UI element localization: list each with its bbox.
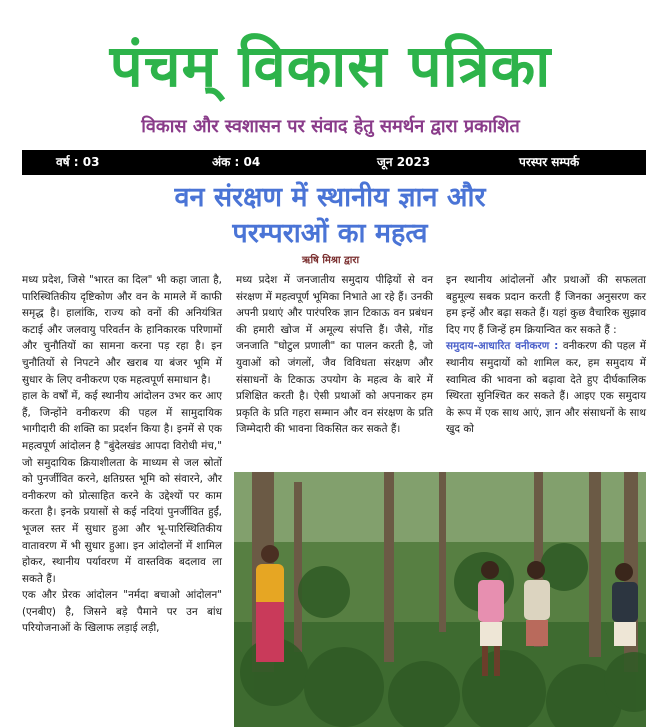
section-label: परस्पर सम्पर्क (519, 155, 580, 169)
article-headline (80, 180, 580, 252)
article-column-2 (236, 272, 433, 438)
forest-photo (234, 472, 646, 727)
masthead-title: पंचम् विकास पत्रिका (109, 32, 552, 100)
paragraph: हाल के वर्षों में, कई स्थानीय आंदोलन उभर कर आए हैं, जिन्होंने वनीकरण की पहल में सामुदायिक भागीदारी की शक्ति का प्रदर्शन किया है। इनमें से एक महत्वपूर्ण आंदोलन है "बुंदेलखंड आपदा विरोधी मंच," जो समुदायिक क्रियाशीलता के माध्यम से जल स्रोतों को पुनर्जीवित करने, क्षतिग्रस्त भूमि को संवारने, और वनीकरण को प्रोत्साहित करने के उद्देश्यों पर काम करता है। इनके प्रयासों से कई नदियां पुनर्जीवित हुईं, भूजल स्तर में सुधार हुआ और भू-पारिस्थितिकीय वातावरण में भी सुधार हुआ। इन आंदोलनों में शामिल होकर, स्थानीय पर्यावरण में वास्तविक बदलाव ला सकते हैं। (22, 390, 222, 585)
paragraph: एक और प्रेरक आंदोलन "नर्मदा बचाओ आंदोलन" (एनबीए) है, जिसने बड़े पैमाने पर उन बांध परियोजनाओं के खिलाफ लड़ाई लड़ी, (22, 589, 222, 635)
issue-label: अंक : 04 (212, 155, 261, 169)
headline-line-2: परम्पराओं का महत्व (232, 218, 428, 249)
paragraph: मध्य प्रदेश में जनजातीय समुदाय पीढ़ियों से वन संरक्षण में महत्वपूर्ण भूमिका निभाते आ रहे हैं। उनकी अपनी प्रथाएं और पारंपरिक ज्ञान टिकाऊ वन प्रबंधन की हमारी खोज में अमूल्य संपत्ति हैं। जैसे, गोंड जनजाति "घोटुल प्रणाली" का पालन करती है, जो युवाओं को जंगलों, जैव विविधता संरक्षण और संसाधनों के टिकाऊ उपयोग के महत्व के बारे में प्रशिक्षित करती है। ऐसी प्रथाओं को अपनाकर हम प्रकृति के प्रति गहरा सम्मान और वन संरक्षण के प्रति जिम्मेदारी की भावना विकसित कर सकते हैं। (236, 274, 433, 436)
paragraph: मध्य प्रदेश, जिसे "भारत का दिल" भी कहा जाता है, पारिस्थितिकीय दृष्टिकोण और वन के मामले में काफी समृद्ध है। हालांकि, राज्य को वनों की अनियंत्रित कटाई और जलवायु परिवर्तन के हानिकारक परिणामों और चुनौतियों का सामना करना पड़ रहा है। इन चुनौतियों से निपटने और खराब या बंजर भूमि में सुधार के लिए वनीकरण एक महत्वपूर्ण समाधान है। (22, 274, 222, 386)
point-text: वनीकरण की पहल में स्थानीय समुदायों को शामिल कर, हम समुदाय में स्वामित्व की भावना को बढ़ावा देते हुए दीर्घकालिक स्थिरता सुनिश्चित कर सकते हैं। आइए एक समुदाय के रूप में एक साथ आएं, ज्ञान और संसाधनों के साथ खुद को (446, 340, 646, 436)
date-label: जून 2023 (377, 155, 431, 169)
headline-line-1: वन संरक्षण में स्थानीय ज्ञान और (174, 182, 486, 213)
point-label: समुदाय-आधारित वनीकरण : (446, 340, 559, 353)
forest-photo-illustration (234, 472, 646, 727)
article-column-1 (22, 272, 222, 637)
publisher-tagline: विकास और स्वशासन पर संवाद हेतु समर्थन द्वारा प्रकाशित (141, 116, 520, 137)
volume-label: वर्ष : 03 (56, 155, 100, 169)
issue-info-bar (22, 150, 646, 175)
paragraph (446, 338, 646, 438)
article-byline: ऋषि मिश्रा द्वारा (301, 255, 360, 266)
paragraph: इन स्थानीय आंदोलनों और प्रथाओं की सफलता बहुमूल्य सबक प्रदान करती हैं जिनका अनुसरण कर हम इन्हें और बढ़ा सकते हैं। यहां कुछ वैचारिक सुझाव दिए गए हैं जिन्हें हम क्रियान्वित कर सकते हैं : (446, 274, 646, 336)
article-column-3 (446, 272, 646, 438)
